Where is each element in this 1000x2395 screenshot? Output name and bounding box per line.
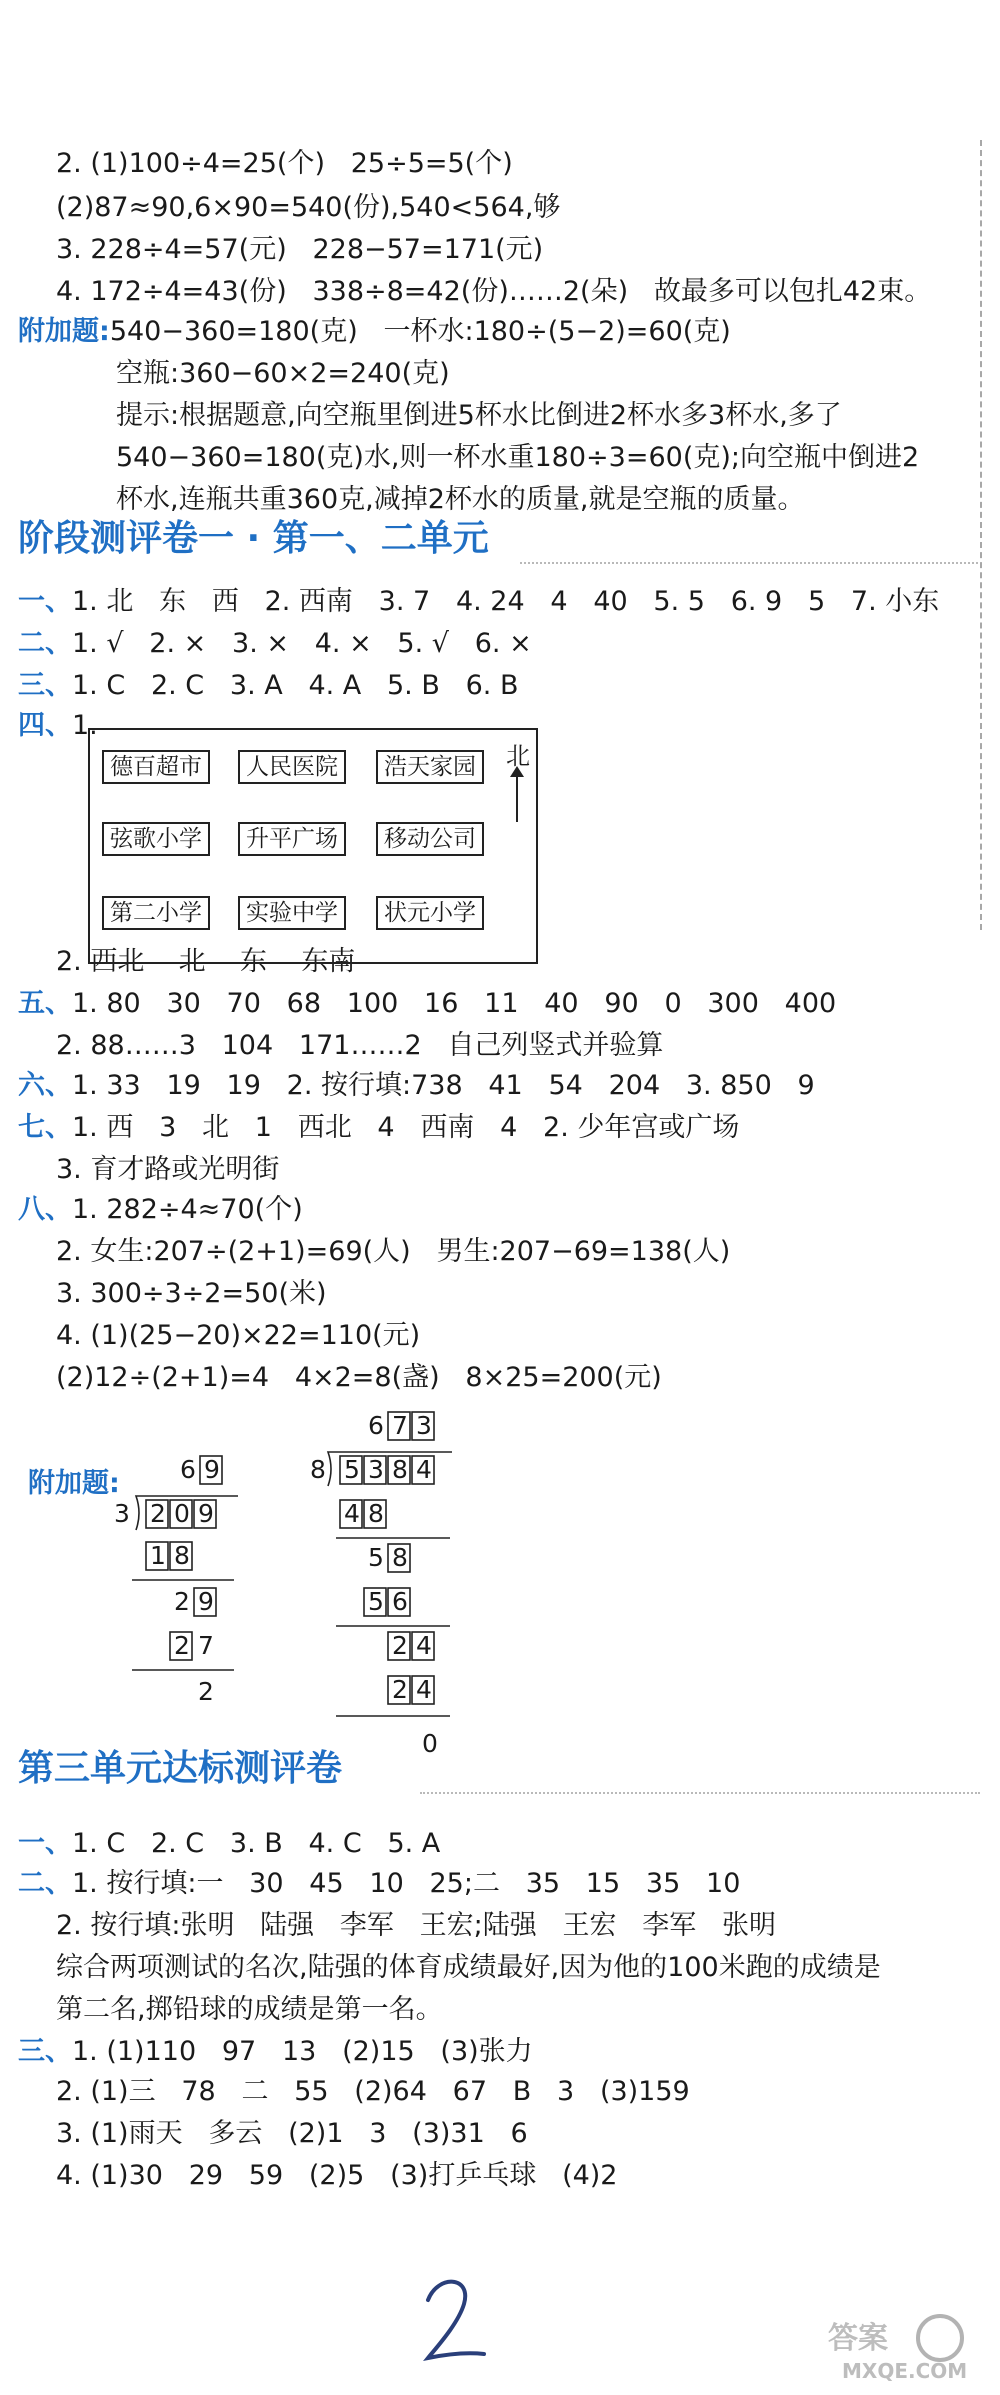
answer-text: 3. 300÷3÷2=50(米) <box>56 1278 327 1309</box>
answer-text: 2. 西北 北 东 东南 <box>56 946 356 977</box>
map-location-box: 移动公司 <box>376 822 484 856</box>
division-digit: 7 <box>392 1411 408 1440</box>
answer-text: 1. 282÷4≈70(个) <box>72 1194 303 1225</box>
division-digit: 5 <box>368 1543 384 1572</box>
answer-text: 2. 女生:207÷(2+1)=69(人) 男生:207−69=138(人) <box>56 1236 731 1267</box>
answer-text: 杯水,连瓶共重360克,减掉2杯水的质量,就是空瓶的质量。 <box>116 484 805 515</box>
section-marker: 五、 <box>18 988 72 1019</box>
answer-text: 综合两项测试的名次,陆强的体育成绩最好,因为他的100米跑的成绩是 <box>56 1952 881 1983</box>
answer-text: 1. C 2. C 3. B 4. C 5. A <box>72 1828 441 1859</box>
division-digit: 1 <box>150 1541 166 1570</box>
division-digit: 2 <box>174 1587 190 1616</box>
answer-text: 1. 西 3 北 1 西北 4 西南 4 2. 少年宫或广场 <box>72 1112 740 1143</box>
answer-text: 1. 80 30 70 68 100 16 11 40 90 0 300 400 <box>72 988 837 1019</box>
answer-text: 3. 育才路或光明街 <box>56 1154 280 1185</box>
answer-text: 4. (1)30 29 59 (2)5 (3)打乒乓球 (4)2 <box>56 2160 618 2191</box>
stamp-text: 答案 <box>828 2321 888 2356</box>
north-label: 北 <box>506 742 530 770</box>
division-digit: 6 <box>392 1587 408 1616</box>
answer-text: 1. 33 19 19 2. 按行填:738 41 54 204 3. 850 9 <box>72 1070 815 1101</box>
answer-text: 540−360=180(克) 一杯水:180÷(5−2)=60(克) <box>109 316 731 347</box>
division-digit: 0 <box>422 1729 438 1758</box>
division-digit: 6 <box>368 1411 384 1440</box>
division-digit: 7 <box>198 1631 214 1660</box>
section-marker: 二、 <box>18 628 72 659</box>
division-digit: 9 <box>198 1587 214 1616</box>
map-location-box: 人民医院 <box>238 750 346 784</box>
map-location-box: 浩天家园 <box>376 750 484 784</box>
answer-text: 第二名,掷铅球的成绩是第一名。 <box>56 1994 443 2025</box>
answer-text: 空瓶:360−60×2=240(克) <box>116 358 450 389</box>
answer-text: 1. C 2. C 3. A 4. A 5. B 6. B <box>72 670 519 701</box>
stamp-sub: MXQE.COM <box>842 2359 968 2383</box>
answer-text: (2)87≈90,6×90=540(份),540<564,够 <box>56 192 561 223</box>
map-location-box: 德百超市 <box>102 750 210 784</box>
answer-text: 2. (1)100÷4=25(个) 25÷5=5(个) <box>56 148 513 179</box>
division-digit: 8 <box>368 1499 384 1528</box>
section-marker: 三、 <box>18 2036 72 2067</box>
division-digit: 8 <box>310 1455 326 1484</box>
section-marker: 二、 <box>18 1868 72 1899</box>
division-digit: 4 <box>416 1675 432 1704</box>
division-digit: 9 <box>198 1499 214 1528</box>
division-digit: 3 <box>114 1499 130 1528</box>
answer-text: 2. (1)三 78 二 55 (2)64 67 B 3 (3)159 <box>56 2076 690 2107</box>
answer-text: 提示:根据题意,向空瓶里倒进5杯水比倒进2杯水多3杯水,多了 <box>116 400 842 431</box>
map-location-box: 升平广场 <box>238 822 346 856</box>
watermark-stamp <box>822 2306 992 2386</box>
section-marker: 四、 <box>18 710 72 741</box>
bonus-label: 附加题: <box>28 1468 120 1499</box>
division-digit: 5 <box>344 1455 360 1484</box>
division-digit: 2 <box>150 1499 166 1528</box>
map-location-box: 实验中学 <box>238 896 346 930</box>
division-digit: 4 <box>344 1499 360 1528</box>
division-digit: 5 <box>368 1587 384 1616</box>
answer-text: 3. (1)雨天 多云 (2)1 3 (3)31 6 <box>56 2118 528 2149</box>
answer-text: 2. 按行填:张明 陆强 李军 王宏;陆强 王宏 李军 张明 <box>56 1910 777 1941</box>
section-heading: 第三单元达标测评卷 <box>18 1748 343 1789</box>
map-location-box: 第二小学 <box>102 896 210 930</box>
section-marker: 一、 <box>18 586 72 617</box>
answer-text: 540−360=180(克)水,则一杯水重180÷3=60(克);向空瓶中倒进2 <box>116 442 920 473</box>
division-digit: 8 <box>392 1455 408 1484</box>
answer-text: 3. 228÷4=57(元) 228−57=171(元) <box>56 234 544 265</box>
answer-text: 4. 172÷4=43(份) 338÷8=42(份)……2(朵) 故最多可以包扎42束。 <box>56 276 932 307</box>
division-digit: 6 <box>180 1455 196 1484</box>
section-marker: 八、 <box>18 1194 72 1225</box>
answer-text: 1. 按行填:一 30 45 10 25;二 35 15 35 10 <box>72 1868 741 1899</box>
handwritten-mark <box>414 2270 494 2370</box>
answer-text: (2)12÷(2+1)=4 4×2=8(盏) 8×25=200(元) <box>56 1362 662 1393</box>
answer-text: 1. √ 2. × 3. × 4. × 5. √ 6. × <box>72 628 532 659</box>
division-digit: 8 <box>392 1543 408 1572</box>
division-digit: 2 <box>174 1631 190 1660</box>
map-location-box: 状元小学 <box>376 896 484 930</box>
division-digit: 2 <box>392 1631 408 1660</box>
division-digit: 2 <box>392 1675 408 1704</box>
answer-text: 1. (1)110 97 13 (2)15 (3)张力 <box>72 2036 533 2067</box>
division-digit: 9 <box>204 1455 220 1484</box>
section-heading: 阶段测评卷一 · 第一、二单元 <box>18 518 489 559</box>
answer-text: 1. 北 东 西 2. 西南 3. 7 4. 24 4 40 5. 5 6. 9 5 7. 小东 <box>72 586 940 617</box>
division-digit: 4 <box>416 1631 432 1660</box>
division-digit: 0 <box>174 1499 190 1528</box>
division-digit: 2 <box>198 1677 214 1706</box>
division-digit: 8 <box>174 1541 190 1570</box>
division-digit: 3 <box>368 1455 384 1484</box>
section-marker: 三、 <box>18 670 72 701</box>
section-marker: 一、 <box>18 1828 72 1859</box>
map-location-box: 弦歌小学 <box>102 822 210 856</box>
answer-text: 1. <box>72 710 98 741</box>
section-marker: 附加题: <box>18 316 110 347</box>
section-marker: 七、 <box>18 1112 72 1143</box>
division-digit: 4 <box>416 1455 432 1484</box>
division-digit: 3 <box>416 1411 432 1440</box>
answer-text: 4. (1)(25−20)×22=110(元) <box>56 1320 421 1351</box>
answer-text: 2. 88……3 104 171……2 自己列竖式并验算 <box>56 1030 664 1061</box>
section-marker: 六、 <box>18 1070 72 1101</box>
